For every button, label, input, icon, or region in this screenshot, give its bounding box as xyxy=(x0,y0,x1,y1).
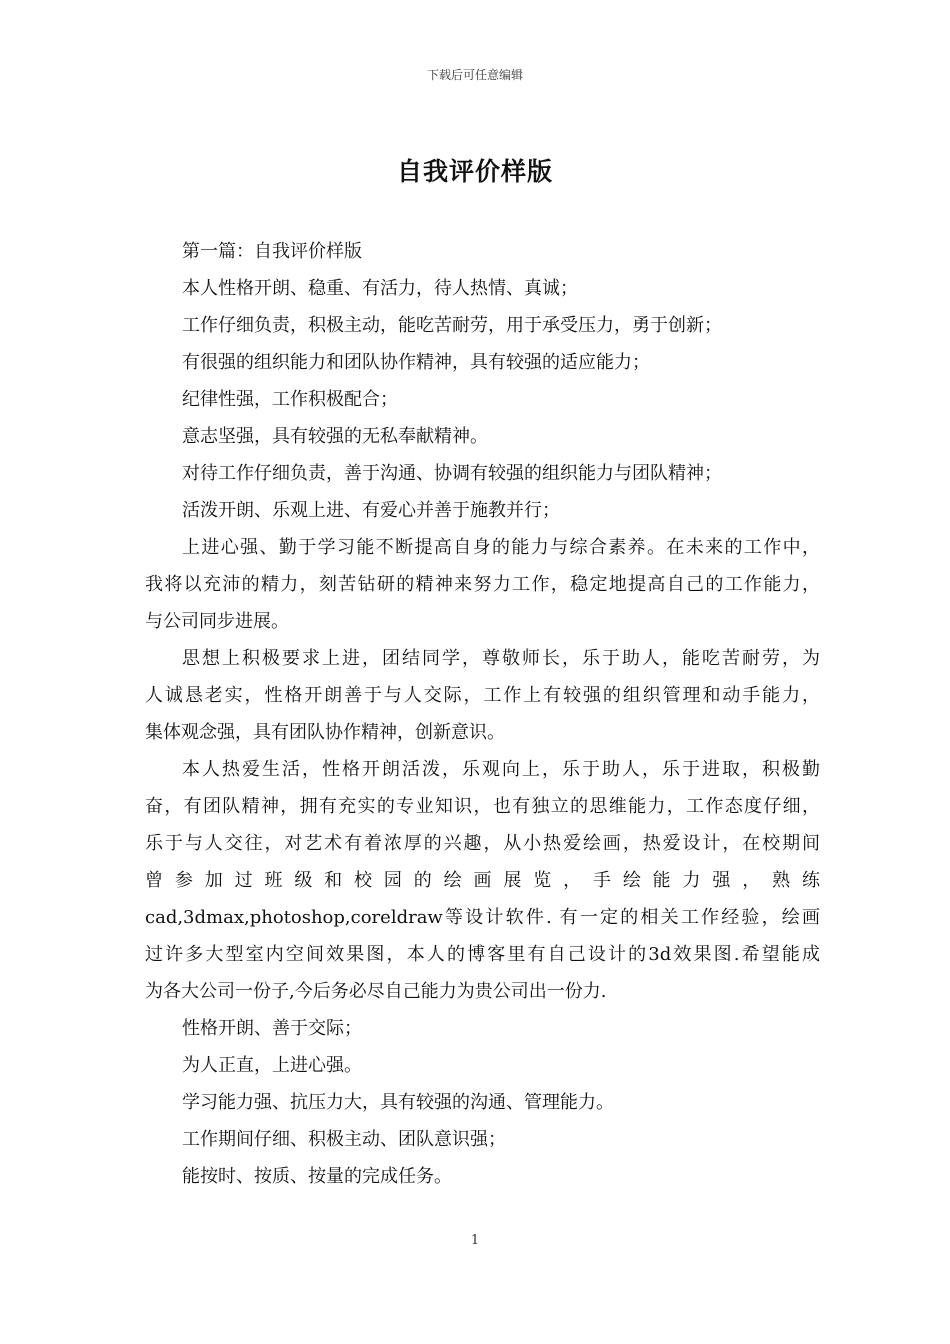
page-number: 1 xyxy=(470,1233,480,1248)
paragraph-line: 学习能力强、抗压力大，具有较强的沟通、管理能力。 xyxy=(182,1092,614,1113)
paragraph-line: 奋，有团队精神，拥有充实的专业知识，也有独立的思维能力，工作态度仔细， xyxy=(145,796,820,817)
paragraph-line: 我将以充沛的精力，刻苦钻研的精神来努力工作，稳定地提高自己的工作能力， xyxy=(145,574,820,595)
header-note: 下载后可任意编辑 xyxy=(426,68,523,82)
section-heading: 第一篇：自我评价样版 xyxy=(182,241,362,262)
paragraph-line: 乐于与人交往，对艺术有着浓厚的兴趣，从小热爱绘画，热爱设计，在校期间 xyxy=(145,833,820,854)
document-body xyxy=(145,233,820,1195)
paragraph-line: 有很强的组织能力和团队协作精神，具有较强的适应能力； xyxy=(182,352,650,373)
paragraph-line: 能按时、按质、按量的完成任务。 xyxy=(182,1166,452,1187)
paragraph-line: 思想上积极要求上进，团结同学，尊敬师长，乐于助人，能吃苦耐劳，为 xyxy=(182,648,820,669)
paragraph-line: cad,3dmax,photoshop,coreldraw等设计软件. 有一定的相关工作经验，绘画 xyxy=(145,907,820,928)
paragraph-line: 为人正直，上进心强。 xyxy=(182,1055,362,1076)
paragraph-line: 曾参加过班级和校园的绘画展览，手绘能力强，熟练 xyxy=(145,870,820,891)
paragraph-line: 本人热爱生活，性格开朗活泼，乐观向上，乐于助人，乐于进取，积极勤 xyxy=(182,759,820,780)
paragraph-line: 集体观念强，具有团队协作精神，创新意识。 xyxy=(145,722,505,743)
paragraph-line: 工作仔细负责，积极主动，能吃苦耐劳，用于承受压力，勇于创新； xyxy=(182,315,722,336)
paragraph-line: 人诚恳老实，性格开朗善于与人交际，工作上有较强的组织管理和动手能力， xyxy=(145,685,820,706)
paragraph-line: 对待工作仔细负责，善于沟通、协调有较强的组织能力与团队精神； xyxy=(182,463,722,484)
paragraph-line: 性格开朗、善于交际； xyxy=(182,1018,362,1039)
document-title: 自我评价样版 xyxy=(396,157,553,186)
paragraph-line: 活泼开朗、乐观上进、有爱心并善于施教并行； xyxy=(182,500,560,521)
paragraph-line: 纪律性强，工作积极配合； xyxy=(182,389,398,410)
paragraph-line: 为各大公司一份子,今后务必尽自己能力为贵公司出一份力. xyxy=(145,981,607,1002)
paragraph-line: 工作期间仔细、积极主动、团队意识强； xyxy=(182,1129,506,1150)
paragraph-line: 意志坚强，具有较强的无私奉献精神。 xyxy=(182,426,488,447)
paragraph-line: 与公司同步进展。 xyxy=(145,611,289,632)
paragraph-line: 本人性格开朗、稳重、有活力，待人热情、真诚； xyxy=(182,278,578,299)
paragraph-line: 上进心强、勤于学习能不断提高自身的能力与综合素养。在未来的工作中， xyxy=(182,537,820,558)
paragraph-line: 过许多大型室内空间效果图，本人的博客里有自己设计的3d效果图.希望能成 xyxy=(145,944,820,965)
